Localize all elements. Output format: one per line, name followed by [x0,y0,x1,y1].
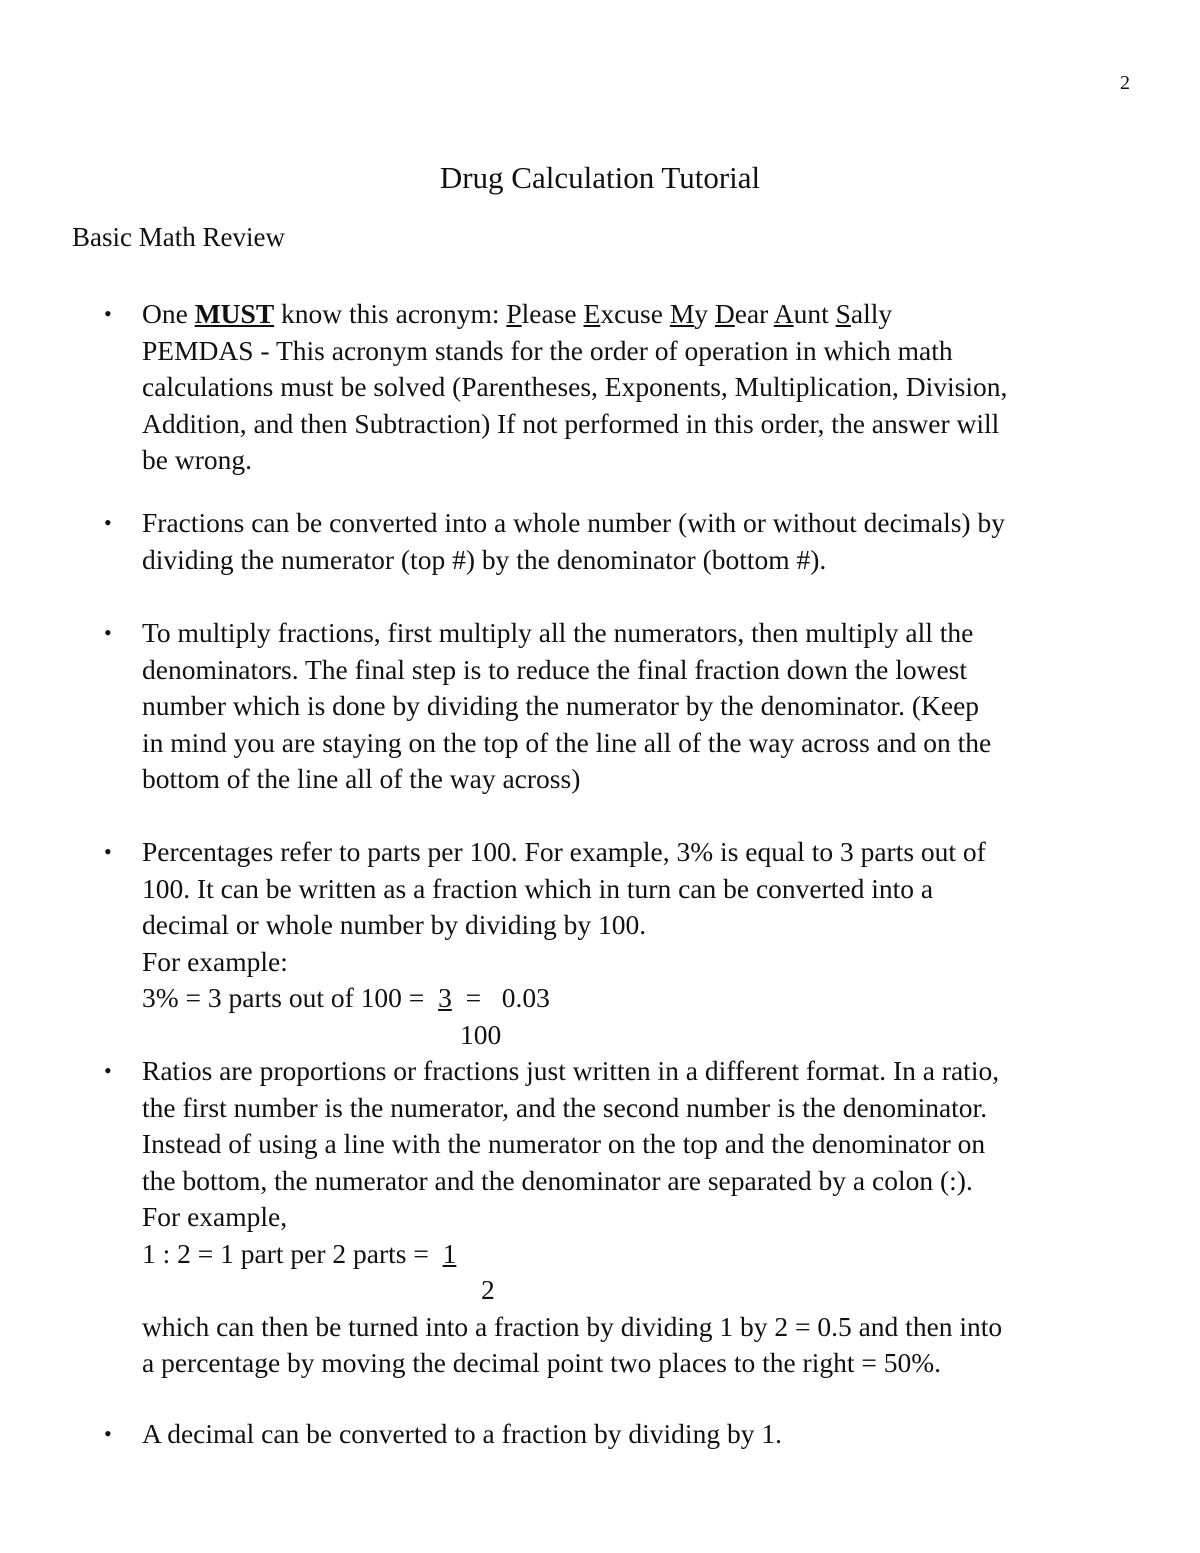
fraction-denominator: 2 [481,1274,495,1305]
bullet-marker: • [104,620,112,645]
text-line: denominators. The final step is to reduce the final fraction down the lowest [142,653,968,685]
fraction-numerator: 1 [442,1237,457,1269]
text-line: be wrong. [142,444,252,475]
ratio-equation: 1 : 2 = 1 part per 2 parts = 1 [142,1237,457,1269]
text-line: bottom of the line all of the way across) [142,763,581,794]
text-line: the first number is the numerator, and the second number is the denominator. [142,1091,988,1123]
text-line: calculations must be solved (Parentheses, Exponents, Multiplication, Division, [142,371,1008,402]
page-title: Drug Calculation Tutorial [439,160,761,195]
text-line: For example: [142,945,288,977]
bullet-marker: • [104,839,112,864]
text-line: Fractions can be converted into a whole number (with or without decimals) by [142,507,1005,538]
list-item-fractions [104,505,1114,578]
list-item-decimal [104,1416,1114,1453]
text-line: PEMDAS - This acronym stands for the order of operation in which math [142,334,953,366]
text-line: For example, [142,1201,288,1232]
text-line: Instead of using a line with the numerator on the top and the denominator on [142,1128,986,1159]
text-line: dividing the numerator (top #) by the denominator (bottom #). [142,543,827,575]
bullet-marker: • [104,1058,112,1083]
text-line: the bottom, the numerator and the denominator are separated by a colon (:). [142,1164,973,1196]
list-item-multiply-fractions [104,615,1114,798]
list-item-ratios [104,1053,1114,1382]
text-line: 100. It can be written as a fraction which in turn can be converted into a [142,872,934,904]
percentage-equation: 3% = 3 parts out of 100 = 3 = 0.03 [142,982,550,1013]
text-line: Ratios are proportions or fractions just written in a different format. In a ratio, [142,1055,1000,1086]
bullet-marker: • [104,1421,112,1446]
text-line: decimal or whole number by dividing by 100. [142,909,647,940]
text-line: in mind you are staying on the top of the line all of the way across and on the [142,726,992,758]
text-line: Percentages refer to parts per 100. For example, 3% is equal to 3 parts out of [142,836,986,867]
bullet-marker: • [104,301,112,326]
list-item-pemdas [104,296,1114,479]
text-line: To multiply fractions, first multiply all the numerators, then multiply all the [142,617,974,648]
section-heading: Basic Math Review [72,222,285,252]
text-line: number which is done by dividing the numerator by the denominator. (Keep [142,690,980,721]
text-line: A decimal can be converted to a fraction by dividing by 1. [142,1418,782,1449]
fraction-numerator: 3 [438,982,452,1013]
text-line: which can then be turned into a fraction by dividing 1 by 2 = 0.5 and then into [142,1310,1003,1342]
fraction-denominator: 100 [460,1018,502,1050]
list-item-percentages [104,834,1114,1053]
acronym-line: One MUST know this acronym: Please Excuse My Dear Aunt Sally [142,298,893,329]
text-line: a percentage by moving the decimal point two places to the right = 50%. [142,1347,942,1378]
must-emphasis: MUST [194,298,275,329]
bullet-marker: • [104,510,112,535]
text-line: Addition, and then Subtraction) If not performed in this order, the answer will [142,407,1000,439]
page-number: 2 [1120,72,1130,94]
